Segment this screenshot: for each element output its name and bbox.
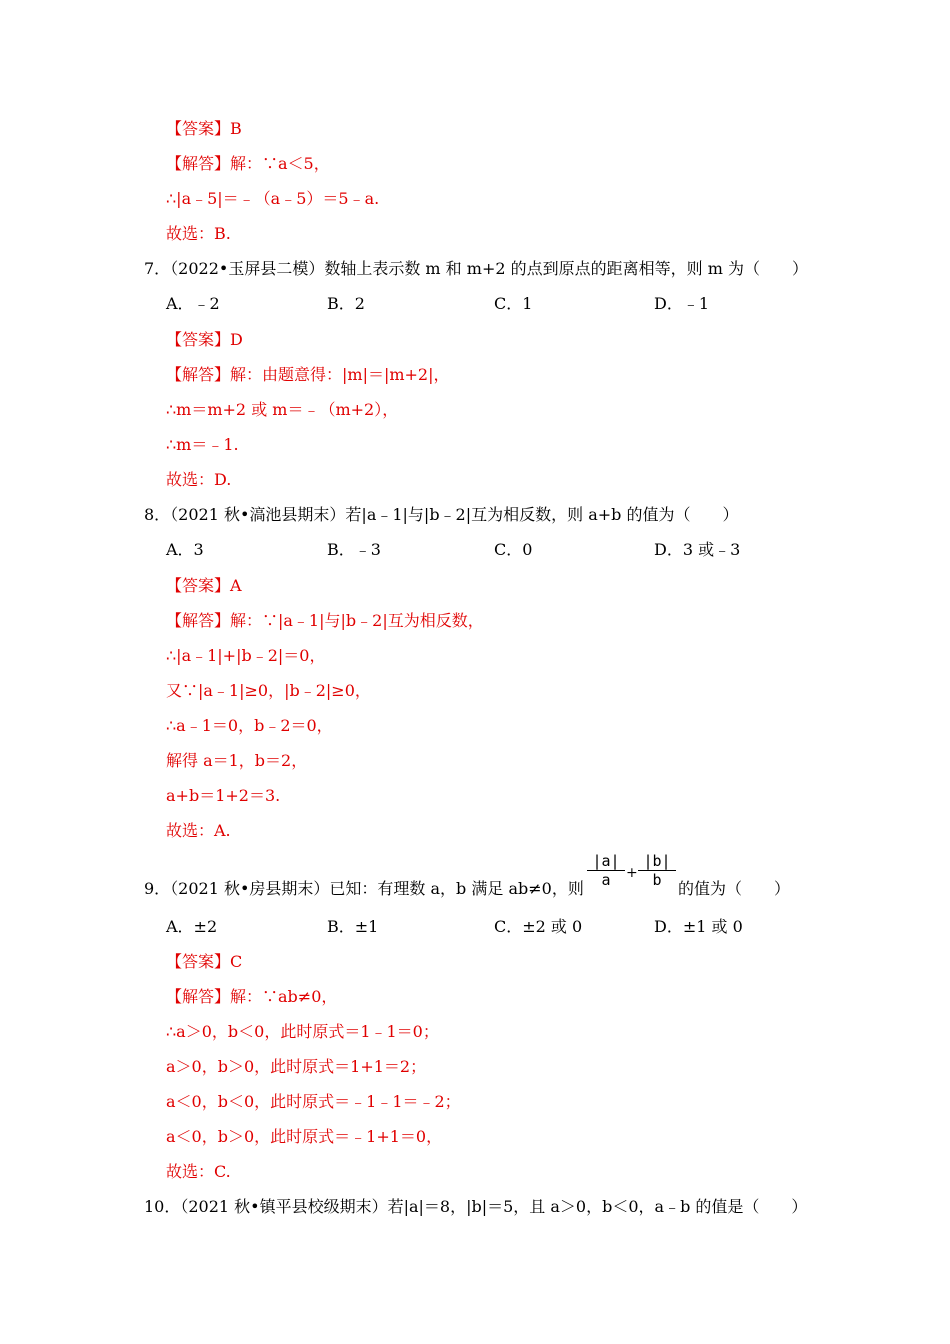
solution-line: 解得 a＝1，b＝2， bbox=[166, 751, 308, 770]
solution-line: ∴a﹣1＝0，b﹣2＝0， bbox=[166, 716, 333, 735]
option-a: A．3 bbox=[166, 540, 204, 559]
solution-line: ∴|a﹣5|＝﹣（a﹣5）＝5﹣a. bbox=[166, 189, 380, 208]
option-b: B．﹣3 bbox=[327, 540, 381, 559]
solution-line: ∴m＝﹣1. bbox=[166, 435, 239, 454]
solution-line: 【解答】解：由题意得：|m|＝|m+2|， bbox=[166, 365, 450, 384]
fraction-abs-b bbox=[638, 852, 676, 889]
fraction-abs-a bbox=[587, 852, 625, 889]
option-d: D．±1 或 0 bbox=[654, 917, 743, 936]
fraction-denominator: a bbox=[601, 871, 611, 889]
question-10: 10．（2021 秋•镇平县校级期末）若|a|＝8，|b|＝5，且 a＞0，b＜0，a﹣b 的值是（ ） bbox=[144, 1197, 808, 1216]
solution-line: a+b＝1+2＝3. bbox=[166, 786, 281, 805]
question-8: 8．（2021 秋•滈池县期末）若|a﹣1|与|b﹣2|互为相反数，则 a+b 的值为（ ） bbox=[144, 505, 739, 524]
option-b: B．2 bbox=[327, 294, 365, 313]
solution-line: 故选：A. bbox=[166, 821, 231, 840]
solution-line: 故选：B. bbox=[166, 224, 231, 243]
solution-line: ∴m＝m+2 或 m＝﹣（m+2）， bbox=[166, 400, 399, 419]
solution-line: a＜0，b＜0，此时原式＝﹣1﹣1＝﹣2； bbox=[166, 1092, 461, 1111]
option-d: D．﹣1 bbox=[654, 294, 710, 313]
question-7: 7．（2022•玉屏县二模）数轴上表示数 m 和 m+2 的点到原点的距离相等，则 m 为（ ） bbox=[144, 259, 808, 278]
option-b: B．±1 bbox=[327, 917, 379, 936]
solution-line: 【解答】解：∵ab≠0， bbox=[166, 987, 338, 1006]
option-c: C．1 bbox=[494, 294, 533, 313]
option-a: A．﹣2 bbox=[166, 294, 220, 313]
answer-line: 【答案】D bbox=[166, 330, 243, 349]
solution-line: ∴a＞0，b＜0，此时原式＝1﹣1＝0； bbox=[166, 1022, 439, 1041]
solution-line: ∴|a﹣1|+|b﹣2|＝0， bbox=[166, 646, 326, 665]
solution-line: a＜0，b＞0，此时原式＝﹣1+1＝0， bbox=[166, 1127, 443, 1146]
answer-line: 【答案】C bbox=[166, 952, 243, 971]
answer-line: 【答案】B bbox=[166, 119, 242, 138]
option-d: D．3 或﹣3 bbox=[654, 540, 741, 559]
answer-line: 【答案】A bbox=[166, 576, 242, 595]
option-a: A．±2 bbox=[166, 917, 218, 936]
plus-sign: + bbox=[626, 865, 638, 881]
question-9-tail: 的值为（ ） bbox=[678, 879, 791, 898]
fraction-numerator: |a| bbox=[592, 852, 620, 870]
fraction-denominator: b bbox=[652, 871, 662, 889]
solution-line: a＞0，b＞0，此时原式＝1+1＝2； bbox=[166, 1057, 427, 1076]
fraction-numerator: |b| bbox=[643, 852, 671, 870]
solution-line: 故选：C. bbox=[166, 1162, 231, 1181]
option-c: C．0 bbox=[494, 540, 533, 559]
solution-line: 故选：D. bbox=[166, 470, 232, 489]
solution-line: 又∵|a﹣1|≥0，|b﹣2|≥0， bbox=[166, 681, 371, 700]
question-9: 9．（2021 秋•房县期末）已知：有理数 a，b 满足 ab≠0，则 bbox=[144, 879, 584, 898]
option-c: C．±2 或 0 bbox=[494, 917, 583, 936]
solution-line: 【解答】解：∵a＜5， bbox=[166, 154, 330, 173]
solution-line: 【解答】解：∵|a﹣1|与|b﹣2|互为相反数， bbox=[166, 611, 484, 630]
